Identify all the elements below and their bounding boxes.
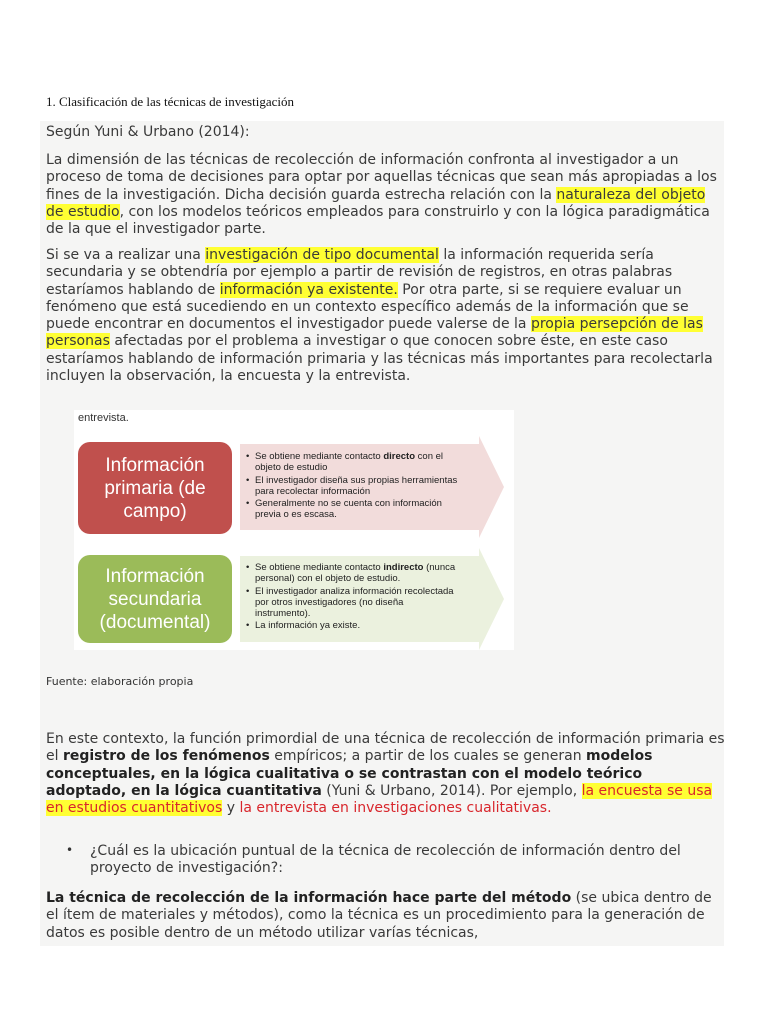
figure-top-text: entrevista.	[78, 412, 129, 424]
list-item: • El investigador diseña sus propias herramientas para recolectar información	[246, 475, 461, 498]
list-item: • Generalmente no se cuenta con información previa o es escasa.	[246, 498, 461, 521]
section-heading: 1. Clasificación de las técnicas de investigación	[46, 94, 294, 109]
primary-info-list	[246, 451, 461, 522]
list-item: • Se obtiene mediante contacto directo con el objeto de estudio	[246, 451, 461, 474]
primary-info-box: Información primaria (de campo)	[78, 442, 232, 534]
paragraph-3: En este contexto, la función primordial de una técnica de recolección de información primaria es el registro de los fenómenos empíricos; a partir de los cuales se generan modelos conceptuales, en la lógica cualitativa o se contrastan con el modelo teórico adoptado, en la lógica cuantitativa (Yuni & Urbano, 2014). Por ejemplo, la encuesta se usa en estudios cuantitativos y la entrevista en investigaciones cualitativas.	[46, 731, 725, 817]
secondary-info-list	[246, 562, 461, 633]
classification-figure	[74, 410, 514, 650]
highlight-text: la encuesta se usa en estudios cuantitativos	[46, 782, 713, 817]
bold-text: La técnica de recolección de la información hace parte del método	[46, 890, 572, 906]
list-item: • El investigador analiza información recolectada por otros investigadores (no diseña instrumento).	[246, 586, 461, 620]
highlight-text: naturaleza del objeto de estudio	[46, 186, 706, 220]
intro-text: Según Yuni & Urbano (2014):	[46, 124, 250, 140]
list-item: • La información ya existe.	[246, 620, 461, 631]
highlight-text: información ya existente.	[219, 281, 398, 298]
paragraph-1: La dimensión de las técnicas de recolección de información confronta al investigador a un proceso de toma de decisiones para optar por aquellas técnicas que sean más apropiadas a los fines de la investigación. Dicha decisión guarda estrecha relación con la naturaleza del objeto de estudio, con los modelos teóricos empleados para construirlo y con la lógica paradigmática de la que el investigador parte.	[46, 152, 717, 238]
highlight-text: propia persepción de las personas	[46, 316, 703, 350]
bold-text: registro de los fenómenos	[62, 748, 270, 765]
bullet-icon: •	[66, 843, 74, 857]
list-item: • Se obtiene mediante contacto indirecto (nunca personal) con el objeto de estudio.	[246, 562, 461, 585]
bullet-question: ¿Cuál es la ubicación puntual de la técnica de recolección de información dentro del proyecto de investigación?:	[90, 843, 681, 877]
paragraph-2: Si se va a realizar una investigación de tipo documental la información requerida sería secundaria y se obtendría por ejemplo a partir de revisión de registros, en otras palabras estaríamos hablando de información ya existente. Por otra parte, si se requiere evaluar un fenómeno que está sucediendo en un contexto específico además de la información que se puede encontrar en documentos el investigador puede valerse de la propia persepción de las personas afectadas por el problema a investigar o que conocen sobre éste, en este caso estaríamos hablando de información primaria y las técnicas más importantes para recolectarla incluyen la observación, la encuesta y la entrevista.	[46, 247, 713, 385]
bold-text: modelos conceptuales, en la lógica cualitativa o se contrastan con el modelo teórico adoptado, en la lógica cuantitativa	[46, 748, 653, 799]
red-text: la entrevista en investigaciones cualitativas.	[239, 800, 552, 817]
highlight-text: investigación de tipo documental	[205, 247, 439, 263]
paragraph-4: La técnica de recolección de la información hace parte del método (se ubica dentro de el ítem de materiales y métodos), como la técnica es un procedimiento para la generación de datos es posible dentro de un método utilizar varías técnicas,	[46, 890, 712, 941]
figure-caption: Fuente: elaboración propia	[46, 675, 194, 688]
secondary-info-box: Información secundaria (documental)	[78, 555, 232, 643]
